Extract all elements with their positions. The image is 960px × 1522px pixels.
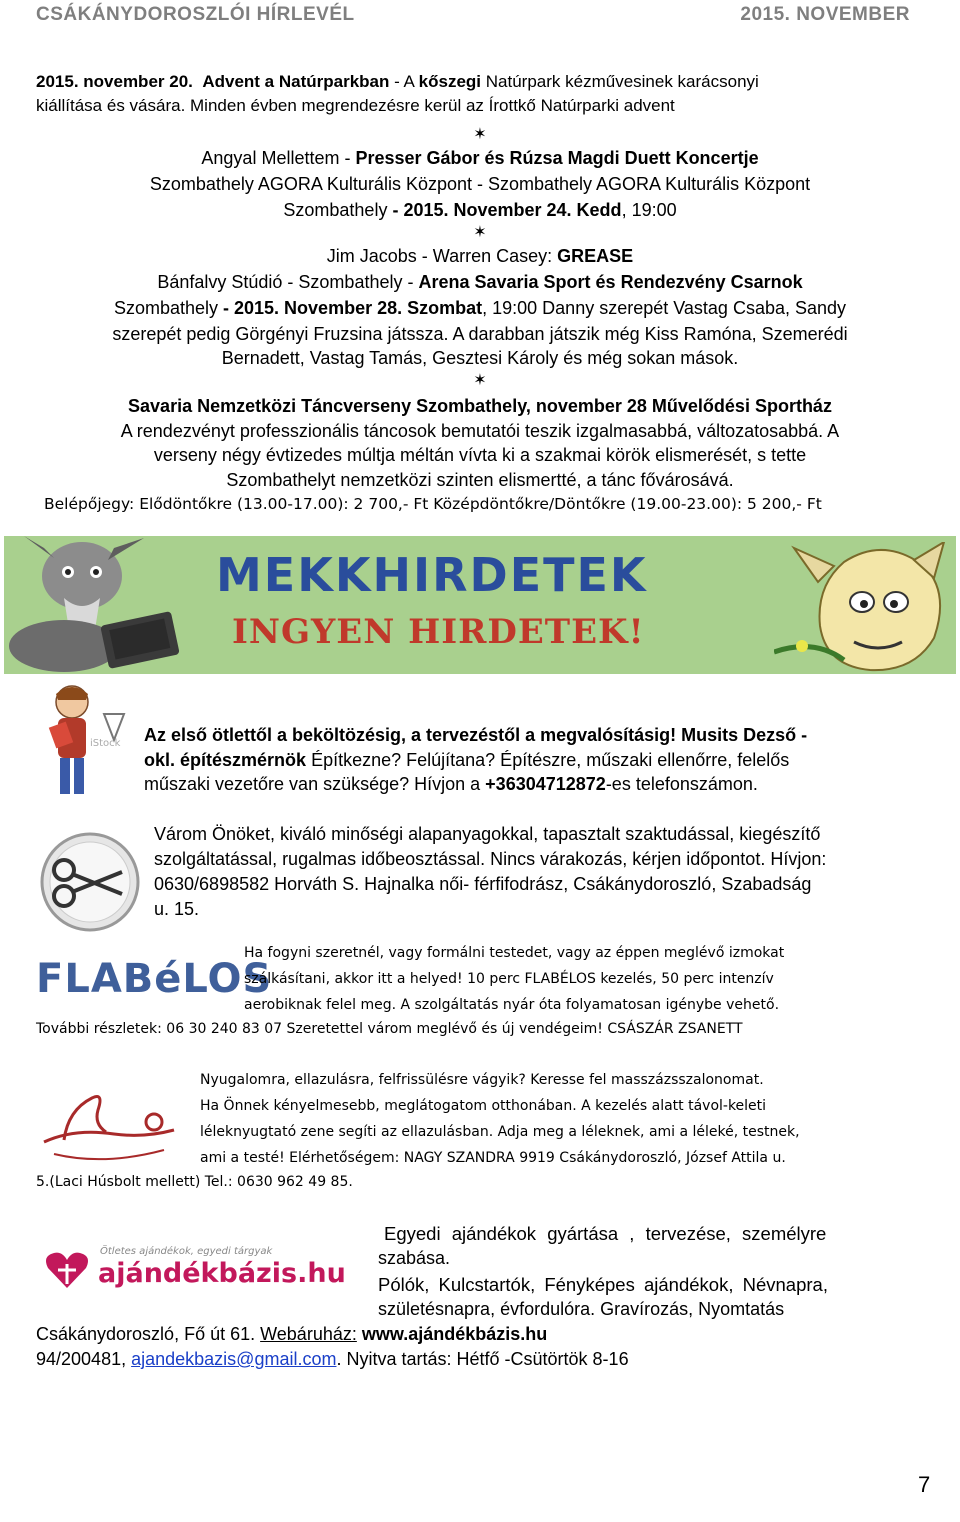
massage-text-1: Nyugalomra, ellazulásra, felfrissülésre vágyik? Keresse fel masszázsszalonomat. <box>200 1072 764 1088</box>
flabelos-text-4: További részletek: 06 30 240 83 07 Szeretettel várom meglévő és új vendégeim! CSÁSZÁR ZSANETT <box>36 1021 743 1037</box>
savaria-ticket: Belépőjegy: Elődöntőkre (13.00-17.00): 2 700,- Ft Középdöntőkre/Döntőkre (19.00-23.00): 5 200,- Ft <box>44 495 822 513</box>
savaria-text-2: verseny négy évtizedes múltja méltán vívta ki a szakmai körök elismerését, s tette <box>153 445 807 465</box>
savaria-title: Savaria Nemzetközi Táncverseny Szombathely, november 28 Művelődési Sportház <box>128 396 832 416</box>
gift-text-2: szabása. <box>378 1248 451 1268</box>
webshop-url: www.ajándékbázis.hu <box>356 1324 548 1344</box>
page-number: 7 <box>918 1472 931 1497</box>
banner-title: MEKKHIRDETEK <box>216 548 648 602</box>
logo-text: ajándékbázis.hu <box>98 1258 346 1289</box>
architect-text-1: Az első ötlettől a beköltözésig, a tervezéstől a megvalósításig! Musits Dezső - <box>144 725 808 745</box>
grease-venue <box>0 270 960 294</box>
gift-text-3: Pólók, Kulcstartók, Fényképes ajándékok, Névnapra, <box>378 1274 828 1295</box>
flabelos-text-3: aerobiknak felel meg. A szolgáltatás nyár óta folyamatosan igénybe vehető. <box>244 997 780 1013</box>
flabelos-text-1: Ha fogyni szeretnél, vagy formálni testedet, vagy az éppen meglévő izmokat <box>244 945 785 961</box>
grease-name: GREASE <box>557 246 634 266</box>
architect-figure-icon <box>28 680 128 804</box>
mekkhirdetek-banner <box>4 536 956 674</box>
gift-phone: 94/200481, <box>36 1349 132 1369</box>
gift-text-4: születésnapra, évfordulóra. Gravírozás, Nyomtatás <box>378 1299 785 1319</box>
advent-date: 2015. november 20. <box>36 72 193 91</box>
massage-text-3: léleknyugtató zene segíti az ellazulásban. Adja meg a léleknek, ami a léleké, testnek, <box>200 1124 800 1140</box>
advent-line2-rest: Minden évben megrendezésre kerül az Írottkő Natúrparki advent <box>185 96 675 115</box>
star-icon: ✶ <box>473 372 487 389</box>
logo-tagline: Ötletes ajándékok, egyedi tárgyak <box>100 1246 273 1257</box>
gift-text-1: Egyedi ajándékok gyártása , tervezése, személyre <box>384 1223 827 1244</box>
concert-title-a: Angyal Mellettem - <box>201 148 356 168</box>
grease-cast-3: Bernadett, Vastag Tamás, Gesztesi Károly és még sokan mások. <box>221 348 739 368</box>
banner-subtitle: INGYEN HIRDETEK! <box>232 612 645 652</box>
star-icon: ✶ <box>473 224 487 241</box>
concert-day: - 2015. November 24. Kedd <box>387 200 622 220</box>
massage-figure-icon <box>34 1084 184 1170</box>
flabelos-text-2: szálkásítani, akkor itt a helyed! 10 perc FLABÉLOS kezelés, 50 perc intenzív <box>244 971 774 987</box>
advent-line2: kiállítása és vására. <box>36 96 186 115</box>
advent-sep: - A <box>389 72 419 91</box>
grease-day: - 2015. November 28. Szombat <box>218 298 483 318</box>
hairdresser-text-4: u. 15. <box>154 899 200 919</box>
architect-text-2 <box>144 748 789 772</box>
ajandekbazis-logo <box>44 1246 364 1290</box>
concert-time: , 19:00 <box>621 200 677 220</box>
issue-date: 2015. NOVEMBER <box>740 4 910 25</box>
massage-text-4: ami a testé! Elérhetőségem: NAGY SZANDRA 9919 Csákánydoroszló, József Attila u. <box>200 1150 786 1166</box>
advent-rest: Natúrpark kézművesinek karácsonyi <box>481 72 759 91</box>
grease-cast-1: , 19:00 Danny szerepét Vastag Csaba, Sandy <box>482 298 847 318</box>
scissors-icon <box>38 830 142 934</box>
grease-venue-b: Arena Savaria Sport és Rendezvény Csarnok <box>418 272 803 292</box>
gift-address: Csákánydoroszló, Fő út 61. <box>36 1324 261 1344</box>
gift-text-5 <box>36 1322 547 1346</box>
savaria-text-3: Szombathelyt nemzetközi szinten elismertté, a tánc fővárosává. <box>226 470 734 490</box>
architect-text-3c: -es telefonszámon. <box>605 774 758 794</box>
grease-authors: Jim Jacobs - Warren Casey: <box>326 246 558 266</box>
savaria-text-1: A rendezvényt professzionális táncosok bemutatói teszik izgalmasabbá, változatosabbá. A <box>120 421 840 441</box>
grease-cast-2: szerepét pedig Görgényi Fruzsina játssza. A darabban játszik még Kiss Ramóna, Szemerédi <box>112 324 848 344</box>
grease-date <box>0 296 960 320</box>
webshop-link[interactable]: Webáruház: <box>260 1324 357 1344</box>
email-link[interactable]: ajandekbazis@gmail.com <box>131 1349 337 1369</box>
goat-with-laptop-icon <box>4 536 204 674</box>
concert-title-b: Presser Gábor és Rúzsa Magdi Duett Koncertje <box>355 148 759 168</box>
grease-title <box>0 244 960 268</box>
hairdresser-text-1: Várom Önöket, kiváló minőségi alapanyagokkal, tapasztalt szaktudással, kiegészítő <box>154 824 821 844</box>
advent-title: Advent a Natúrparkban <box>202 72 390 91</box>
star-icon: ✶ <box>473 126 487 143</box>
gift-text-6 <box>36 1347 629 1371</box>
grease-city: Szombathely <box>113 298 219 318</box>
hairdresser-text-2: szolgáltatással, rugalmas időbeosztással. Nincs várakozás, kérjen időpontot. Hívjon: <box>154 849 827 869</box>
advent-koszegi: kőszegi <box>418 72 482 91</box>
massage-text-2: Ha Önnek kényelmesebb, meglátogatom otthonában. A kezelés alatt távol-keleti <box>200 1098 767 1114</box>
massage-text-5: 5.(Laci Húsbolt mellett) Tel.: 0630 962 49 85. <box>36 1174 353 1190</box>
concert-title <box>0 146 960 170</box>
advent-line-2 <box>36 94 675 118</box>
gift-heart-icon <box>44 1250 90 1290</box>
goat-head-icon <box>774 542 954 674</box>
newsletter-title: CSÁKÁNYDOROSZLÓI HÍRLEVÉL <box>36 4 355 25</box>
architect-text-2b: Építkezne? Felújítana? Építészre, műszaki ellenőrre, felelős <box>306 750 790 770</box>
architect-text-3 <box>144 772 758 796</box>
concert-city: Szombathely <box>283 200 388 220</box>
hairdresser-text-3: 0630/6898582 Horváth S. Hajnalka női- férfifodrász, Csákánydoroszló, Szabadság <box>154 874 812 894</box>
grease-venue-a: Bánfalvy Stúdió - Szombathely - <box>157 272 419 292</box>
architect-phone: +36304712872 <box>485 774 606 794</box>
istock-watermark: iStock <box>90 738 121 749</box>
concert-date <box>0 198 960 222</box>
concert-venue: Szombathely AGORA Kulturális Központ - Szombathely AGORA Kulturális Központ <box>149 174 811 194</box>
page-header <box>0 0 960 36</box>
flabelos-logo: FLABéLOS <box>36 956 273 1002</box>
architect-text-3a: műszaki vezetőre van szüksége? Hívjon a <box>144 774 486 794</box>
opening-hours: . Nyitva tartás: Hétfő -Csütörtök 8-16 <box>336 1349 629 1369</box>
advent-line-1 <box>36 70 759 94</box>
architect-title: okl. építészmérnök <box>144 750 307 770</box>
